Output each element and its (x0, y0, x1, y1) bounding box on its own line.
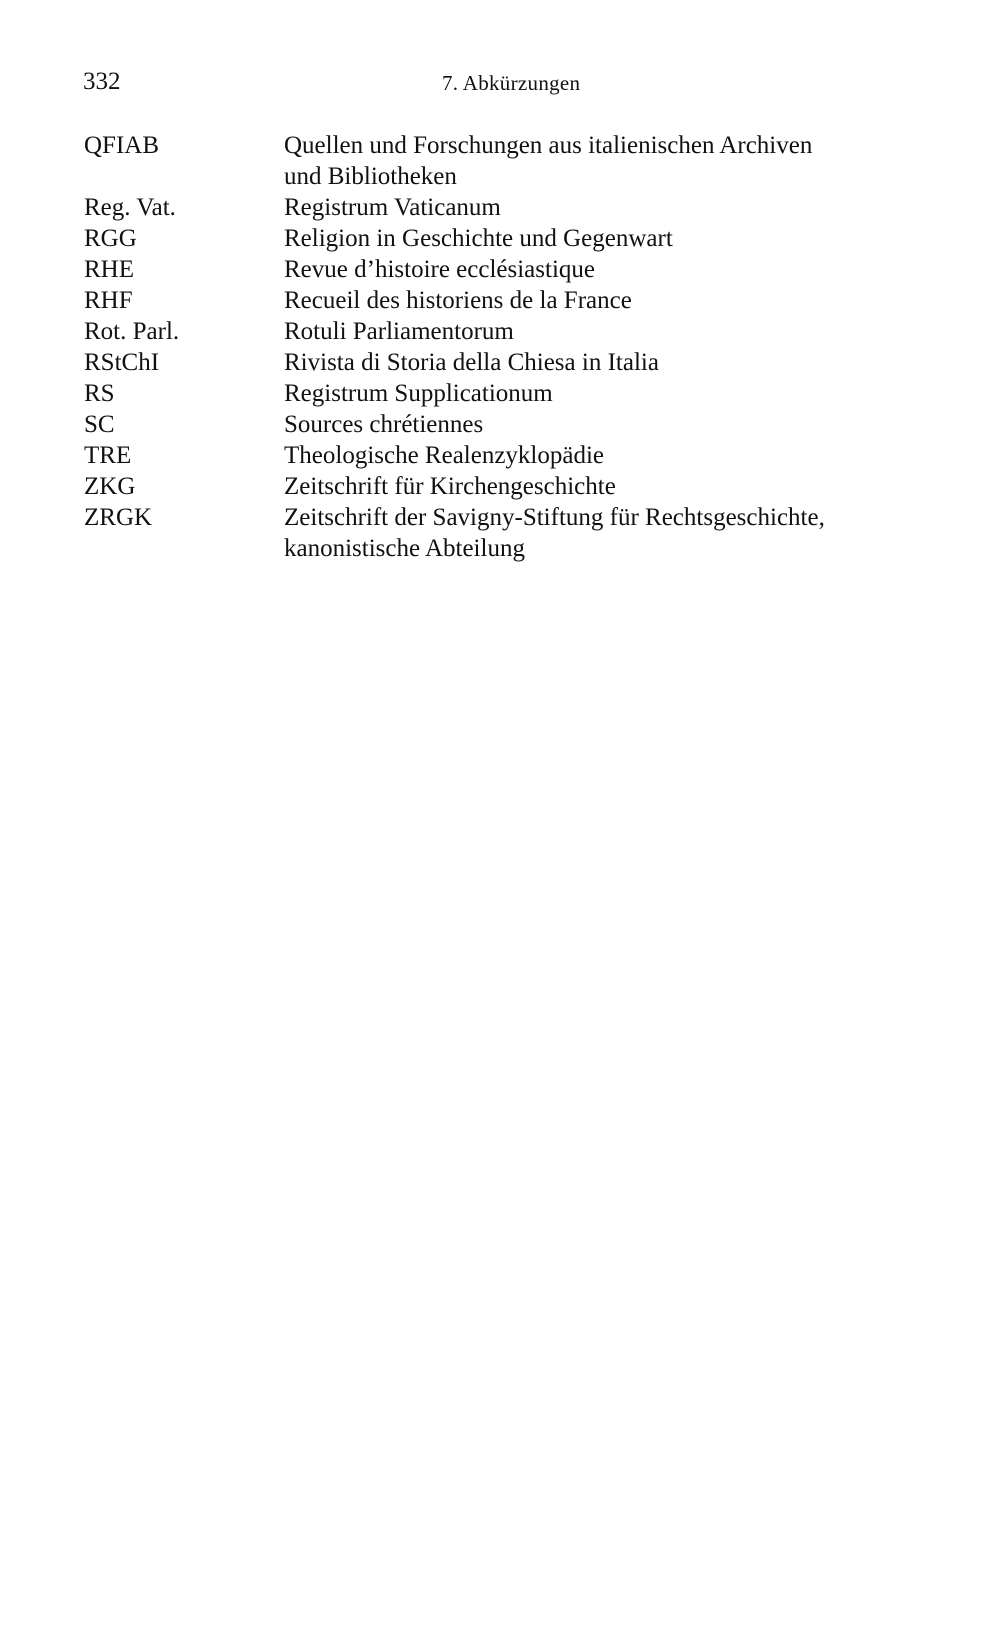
abbreviation-definition: Rivista di Storia della Chiesa in Italia (284, 349, 659, 376)
abbreviation-entry (84, 347, 914, 378)
abbreviation-definition: Registrum Supplicationum (284, 380, 553, 407)
abbreviation-entry (84, 285, 914, 316)
page-number: 332 (83, 68, 121, 95)
abbreviation-entry (84, 223, 914, 254)
abbreviation-definition: Revue d’histoire ecclésiastique (284, 256, 595, 283)
abbreviation-term: RS (84, 380, 115, 407)
abbreviation-term: RHE (84, 256, 134, 283)
abbreviation-definition: Recueil des historiens de la France (284, 287, 632, 314)
abbreviation-entry (84, 378, 914, 409)
abbreviation-term: Reg. Vat. (84, 194, 176, 221)
abbreviation-term: ZKG (84, 473, 136, 500)
abbreviation-term: QFIAB (84, 132, 160, 159)
abbreviation-term: TRE (84, 442, 132, 469)
abbreviation-definition: Religion in Geschichte und Gegenwart (284, 225, 673, 252)
abbreviation-entry (84, 130, 914, 192)
abbreviation-definition: Rotuli Parliamentorum (284, 318, 514, 345)
abbreviation-entry (84, 502, 914, 564)
abbreviation-definition: Sources chrétiennes (284, 411, 484, 438)
abbreviation-list (84, 130, 914, 564)
abbreviation-entry (84, 471, 914, 502)
abbreviation-term: SC (84, 411, 115, 438)
abbreviation-entry (84, 440, 914, 471)
abbreviation-definition: Theologische Realenzyklopädie (284, 442, 605, 469)
abbreviation-term: RStChI (84, 349, 160, 376)
abbreviation-entry (84, 192, 914, 223)
abbreviation-term: RHF (84, 287, 133, 314)
running-head: 7. Abkürzungen (442, 71, 581, 95)
abbreviation-entry (84, 254, 914, 285)
abbreviation-entry (84, 316, 914, 347)
abbreviation-entry (84, 409, 914, 440)
abbreviation-term: RGG (84, 225, 137, 252)
abbreviation-definition: Registrum Vaticanum (284, 194, 501, 221)
abbreviation-definition: Zeitschrift für Kirchengeschichte (284, 473, 616, 500)
abbreviation-term: Rot. Parl. (84, 318, 180, 345)
abbreviation-definition: Zeitschrift der Savigny-Stiftung für Rechtsgeschichte, kanonistische Abteilung (284, 504, 825, 562)
abbreviation-term: ZRGK (84, 504, 153, 531)
abbreviation-definition: Quellen und Forschungen aus italienischen Archiven und Bibliotheken (284, 132, 813, 190)
